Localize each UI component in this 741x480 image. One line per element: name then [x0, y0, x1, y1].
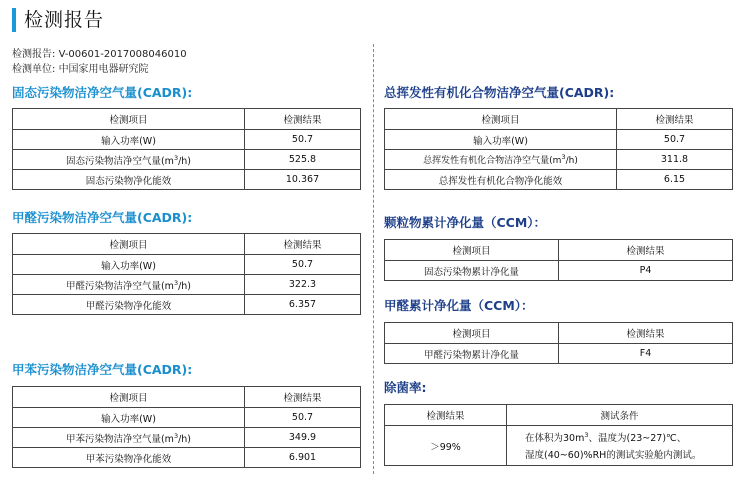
- col-result: 检测结果: [559, 240, 733, 261]
- table-header-row: [13, 109, 361, 130]
- table-row: [13, 428, 361, 448]
- table-row: [13, 255, 361, 275]
- particle-ccm-heading: 颗粒物累计净化量（CCM）：: [384, 215, 547, 230]
- row-value: 50.7: [245, 408, 361, 428]
- solid-cadr-heading: 固态污染物洁净空气量(CADR):: [12, 85, 193, 100]
- col-result: 检测结果: [385, 405, 507, 426]
- row-value: 6.901: [245, 448, 361, 468]
- formaldehyde-cadr-table: [12, 233, 361, 315]
- testing-unit: [12, 60, 149, 75]
- col-item: 检测项目: [385, 323, 559, 344]
- row-value: 6.15: [617, 170, 733, 190]
- row-item: 总挥发性有机化合物洁净空气量$(m^3/h)$: [385, 150, 617, 170]
- formaldehyde-ccm-heading: 甲醛累计净化量（CCM）：: [384, 298, 534, 313]
- particle-ccm-table: [384, 239, 733, 281]
- table-row: [385, 344, 733, 364]
- toluene-cadr-heading: 甲苯污染物洁净空气量(CADR):: [12, 362, 193, 377]
- row-item: 甲醛污染物累计净化量: [385, 344, 559, 364]
- table-row: [385, 150, 733, 170]
- row-value: 50.7: [245, 255, 361, 275]
- row-value: 349.9: [245, 428, 361, 448]
- col-item: 检测项目: [13, 234, 245, 255]
- row-item: 固态污染物洁净空气量$(m^3/h)$: [13, 150, 245, 170]
- col-item: 检测项目: [385, 240, 559, 261]
- table-row: [13, 150, 361, 170]
- row-value: F4: [559, 344, 733, 364]
- title-accent-bar: [12, 8, 16, 32]
- col-result: 检测结果: [245, 109, 361, 130]
- table-row: [13, 275, 361, 295]
- row-item: 输入功率(W): [13, 130, 245, 150]
- report-number-value: V-00601-2017008046010: [58, 49, 187, 60]
- testing-unit-value: 中国家用电器研究院: [58, 64, 149, 75]
- tvoc-cadr-heading: 总挥发性有机化合物洁净空气量(CADR):: [384, 85, 615, 100]
- row-item: 固态污染物累计净化量: [385, 261, 559, 281]
- row-item: 输入功率(W): [385, 130, 617, 150]
- row-value: 50.7: [617, 130, 733, 150]
- table-row: [13, 130, 361, 150]
- col-item: 检测项目: [13, 109, 245, 130]
- table-header-row: [385, 109, 733, 130]
- col-result: 检测结果: [245, 387, 361, 408]
- row-item: 总挥发性有机化合物净化能效: [385, 170, 617, 190]
- row-item: 甲苯污染物洁净空气量$(m^3/h)$: [13, 428, 245, 448]
- sterilization-table: [384, 404, 733, 466]
- col-result: 检测结果: [617, 109, 733, 130]
- column-divider: [373, 44, 374, 474]
- row-value: P4: [559, 261, 733, 281]
- table-row: [13, 408, 361, 428]
- row-value: 311.8: [617, 150, 733, 170]
- col-item: 检测项目: [385, 109, 617, 130]
- row-item: 甲醛污染物洁净空气量$(m^3/h)$: [13, 275, 245, 295]
- sterilization-result: ＞99%: [385, 426, 507, 466]
- formaldehyde-ccm-table: [384, 322, 733, 364]
- row-value: 50.7: [245, 130, 361, 150]
- row-value: 10.367: [245, 170, 361, 190]
- condition-line-1: 在体积为$30m^3$、温度为(23~27)℃、: [525, 430, 687, 445]
- row-item: 甲苯污染物净化能效: [13, 448, 245, 468]
- report-number-label: 检测报告:: [12, 49, 56, 60]
- table-row: [13, 295, 361, 315]
- table-row: [385, 426, 733, 466]
- col-condition: 测试条件: [507, 405, 733, 426]
- table-header-row: [385, 405, 733, 426]
- col-result: 检测结果: [559, 323, 733, 344]
- row-item: 固态污染物净化能效: [13, 170, 245, 190]
- row-item: 甲醛污染物净化能效: [13, 295, 245, 315]
- table-row: [385, 261, 733, 281]
- table-row: [385, 170, 733, 190]
- formaldehyde-cadr-heading: 甲醛污染物洁净空气量(CADR):: [12, 210, 193, 225]
- sterilization-heading: 除菌率:: [384, 380, 427, 395]
- col-item: 检测项目: [13, 387, 245, 408]
- table-row: [385, 130, 733, 150]
- row-value: 525.8: [245, 150, 361, 170]
- table-header-row: [385, 240, 733, 261]
- condition-line-2: 湿度(40~60)%RH的测试实验舱内测试。: [525, 450, 702, 462]
- page-title: 检测报告: [24, 9, 105, 31]
- tvoc-cadr-table: [384, 108, 733, 190]
- table-row: [13, 448, 361, 468]
- table-header-row: [385, 323, 733, 344]
- solid-cadr-table: [12, 108, 361, 190]
- col-result: 检测结果: [245, 234, 361, 255]
- table-header-row: [13, 234, 361, 255]
- table-row: [13, 170, 361, 190]
- row-item: 输入功率(W): [13, 408, 245, 428]
- row-value: 6.357: [245, 295, 361, 315]
- toluene-cadr-table: [12, 386, 361, 468]
- row-item: 输入功率(W): [13, 255, 245, 275]
- sterilization-condition: [507, 426, 733, 466]
- testing-unit-label: 检测单位:: [12, 64, 56, 75]
- row-value: 322.3: [245, 275, 361, 295]
- report-number: [12, 45, 187, 60]
- table-header-row: [13, 387, 361, 408]
